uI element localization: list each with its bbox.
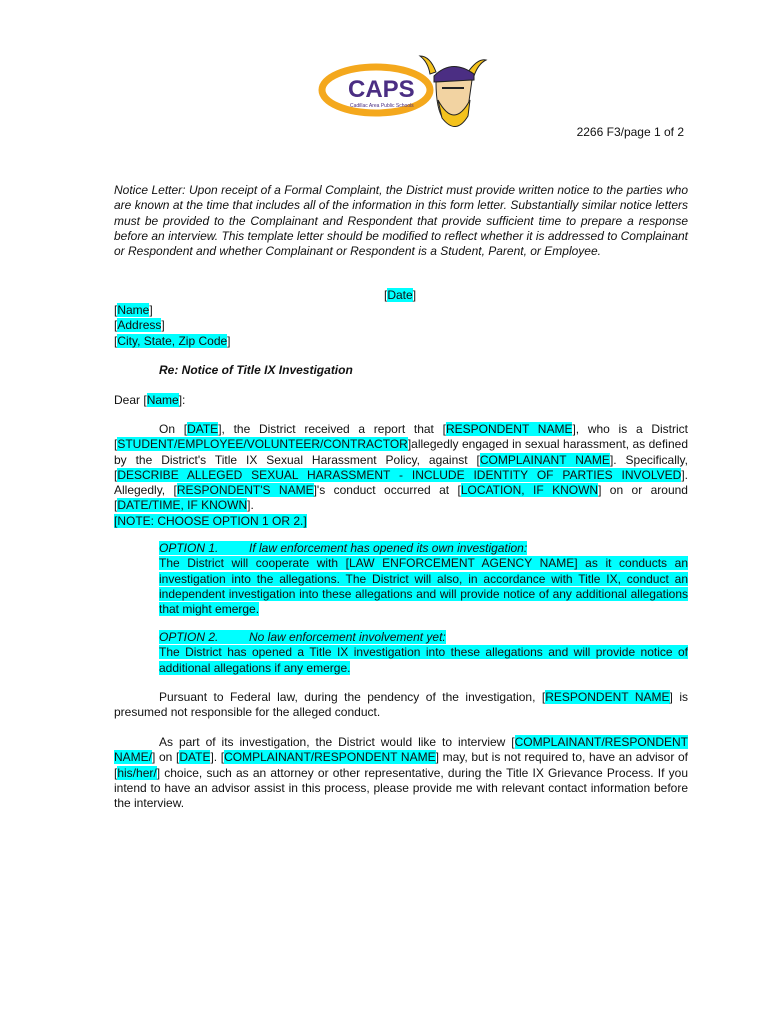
presumption-respondent-field[interactable]: RESPONDENT NAME [545, 690, 670, 704]
address-field[interactable]: Address [117, 318, 162, 333]
page-number: 2266 F3/page 1 of 2 [576, 125, 684, 139]
pronoun-field[interactable]: his/her/ [117, 765, 157, 780]
option-2-body[interactable]: The District has opened a Title IX investigation into these allegations and will provide notice of additional allegations if any emerge. [159, 645, 688, 675]
name-field[interactable]: Name [117, 303, 150, 317]
report-paragraph: On [DATE], the District received a report that [RESPONDENT NAME], who is a District [STUDENT/EMPLOYEE/VOLUNTEER/CONTRACTOR]allegedly engaged in sexual harassment, as defined by the District's Title IX Sexual Harassment Policy, against [COMPLAINANT NAME]. Specifically, [DESCRIBE ALLEGED SEXUAL HARASSMENT - INCLUDE IDENTITY OF PARTIES INVOLVED]. Allegedly, [RESPONDENT'S NAME]'s conduct occurred at [LOCATION, IF KNOWN] on or around [DATE/TIME, IF KNOWN]. [NOTE: CHOOSE OPTION 1 OR 2.] [114, 422, 688, 528]
svg-text:CAPS: CAPS [348, 76, 415, 103]
role-field[interactable]: STUDENT/EMPLOYEE/VOLUNTEER/CONTRACTOR [117, 437, 408, 452]
notice-intro: Notice Letter: Upon receipt of a Formal Complaint, the District must provide written notice to the parties who are known at the time that includes all of the information in this form letter. Substantially similar notice letters must be provided to the Complainant and Respondent that provide sufficient time to prepare a response before an interview. This template letter should be modified to reflect whether it is addressed to Complainant or Respondent and whether Complainant or Respondent is a Student, Parent, or Employee. [114, 183, 688, 259]
city-state-zip-field[interactable]: City, State, Zip Code [117, 333, 228, 348]
option-1-label: OPTION 1. [159, 541, 219, 555]
caps-logo [318, 50, 488, 130]
date-line: [Date] [384, 288, 417, 302]
location-field[interactable]: LOCATION, IF KNOWN [460, 483, 599, 498]
report-date-field[interactable]: DATE [187, 422, 219, 436]
respondents-name-field[interactable]: RESPONDENT'S NAME [176, 483, 314, 498]
option-1 [159, 541, 688, 617]
option-1-body[interactable]: The District will cooperate with [LAW ENFORCEMENT AGENCY NAME] as it conducts an investigation into the allegations. The District will also, in accordance with Title IX, conduct an independent investigation into these allegations and will provide notice of any additional allegations that might emerge. [159, 556, 688, 617]
re-line: Re: Notice of Title IX Investigation [159, 363, 353, 377]
option-note: [NOTE: CHOOSE OPTION 1 OR 2.] [114, 513, 307, 528]
complainant-name-field[interactable]: COMPLAINANT NAME [479, 452, 610, 467]
interview-party-field[interactable]: COMPLAINANT/RESPONDENT NAME/ [114, 735, 688, 765]
interview-party2-field[interactable]: COMPLAINANT/RESPONDENT NAME [224, 750, 436, 765]
address-block: [Name] [Address] [City, State, Zip Code] [114, 303, 231, 348]
option-1-heading: If law enforcement has opened its own investigation: [249, 541, 528, 555]
respondent-name-field[interactable]: RESPONDENT NAME [445, 422, 573, 436]
option-2-label: OPTION 2. [159, 630, 219, 644]
option-2 [159, 630, 688, 676]
svg-text:Cadillac Area Public Schools: Cadillac Area Public Schools [350, 103, 414, 109]
salutation-name-field[interactable]: Name [146, 393, 179, 407]
interview-date-field[interactable]: DATE [179, 750, 211, 765]
date-field[interactable]: Date [387, 288, 413, 302]
describe-harassment-field[interactable]: DESCRIBE ALLEGED SEXUAL HARASSMENT - INCLUDE IDENTITY OF PARTIES INVOLVED [117, 467, 682, 482]
presumption-paragraph: Pursuant to Federal law, during the pendency of the investigation, [RESPONDENT NAME] is presumed not responsible for the alleged conduct. [114, 690, 689, 720]
salutation: Dear [Name]: [114, 393, 186, 407]
datetime-field[interactable]: DATE/TIME, IF KNOWN [117, 498, 248, 513]
interview-paragraph: As part of its investigation, the District would like to interview [COMPLAINANT/RESPONDENT NAME/] on [DATE]. [COMPLAINANT/RESPONDENT NAME] may, but is not required to, have an advisor of [his/her/] choice, such as an attorney or other representative, during the Title IX Grievance Process. If you intend to have an advisor assist in this process, please provide me with relevant contact information before the interview. [114, 735, 688, 811]
option-2-heading: No law enforcement involvement yet: [249, 630, 446, 644]
